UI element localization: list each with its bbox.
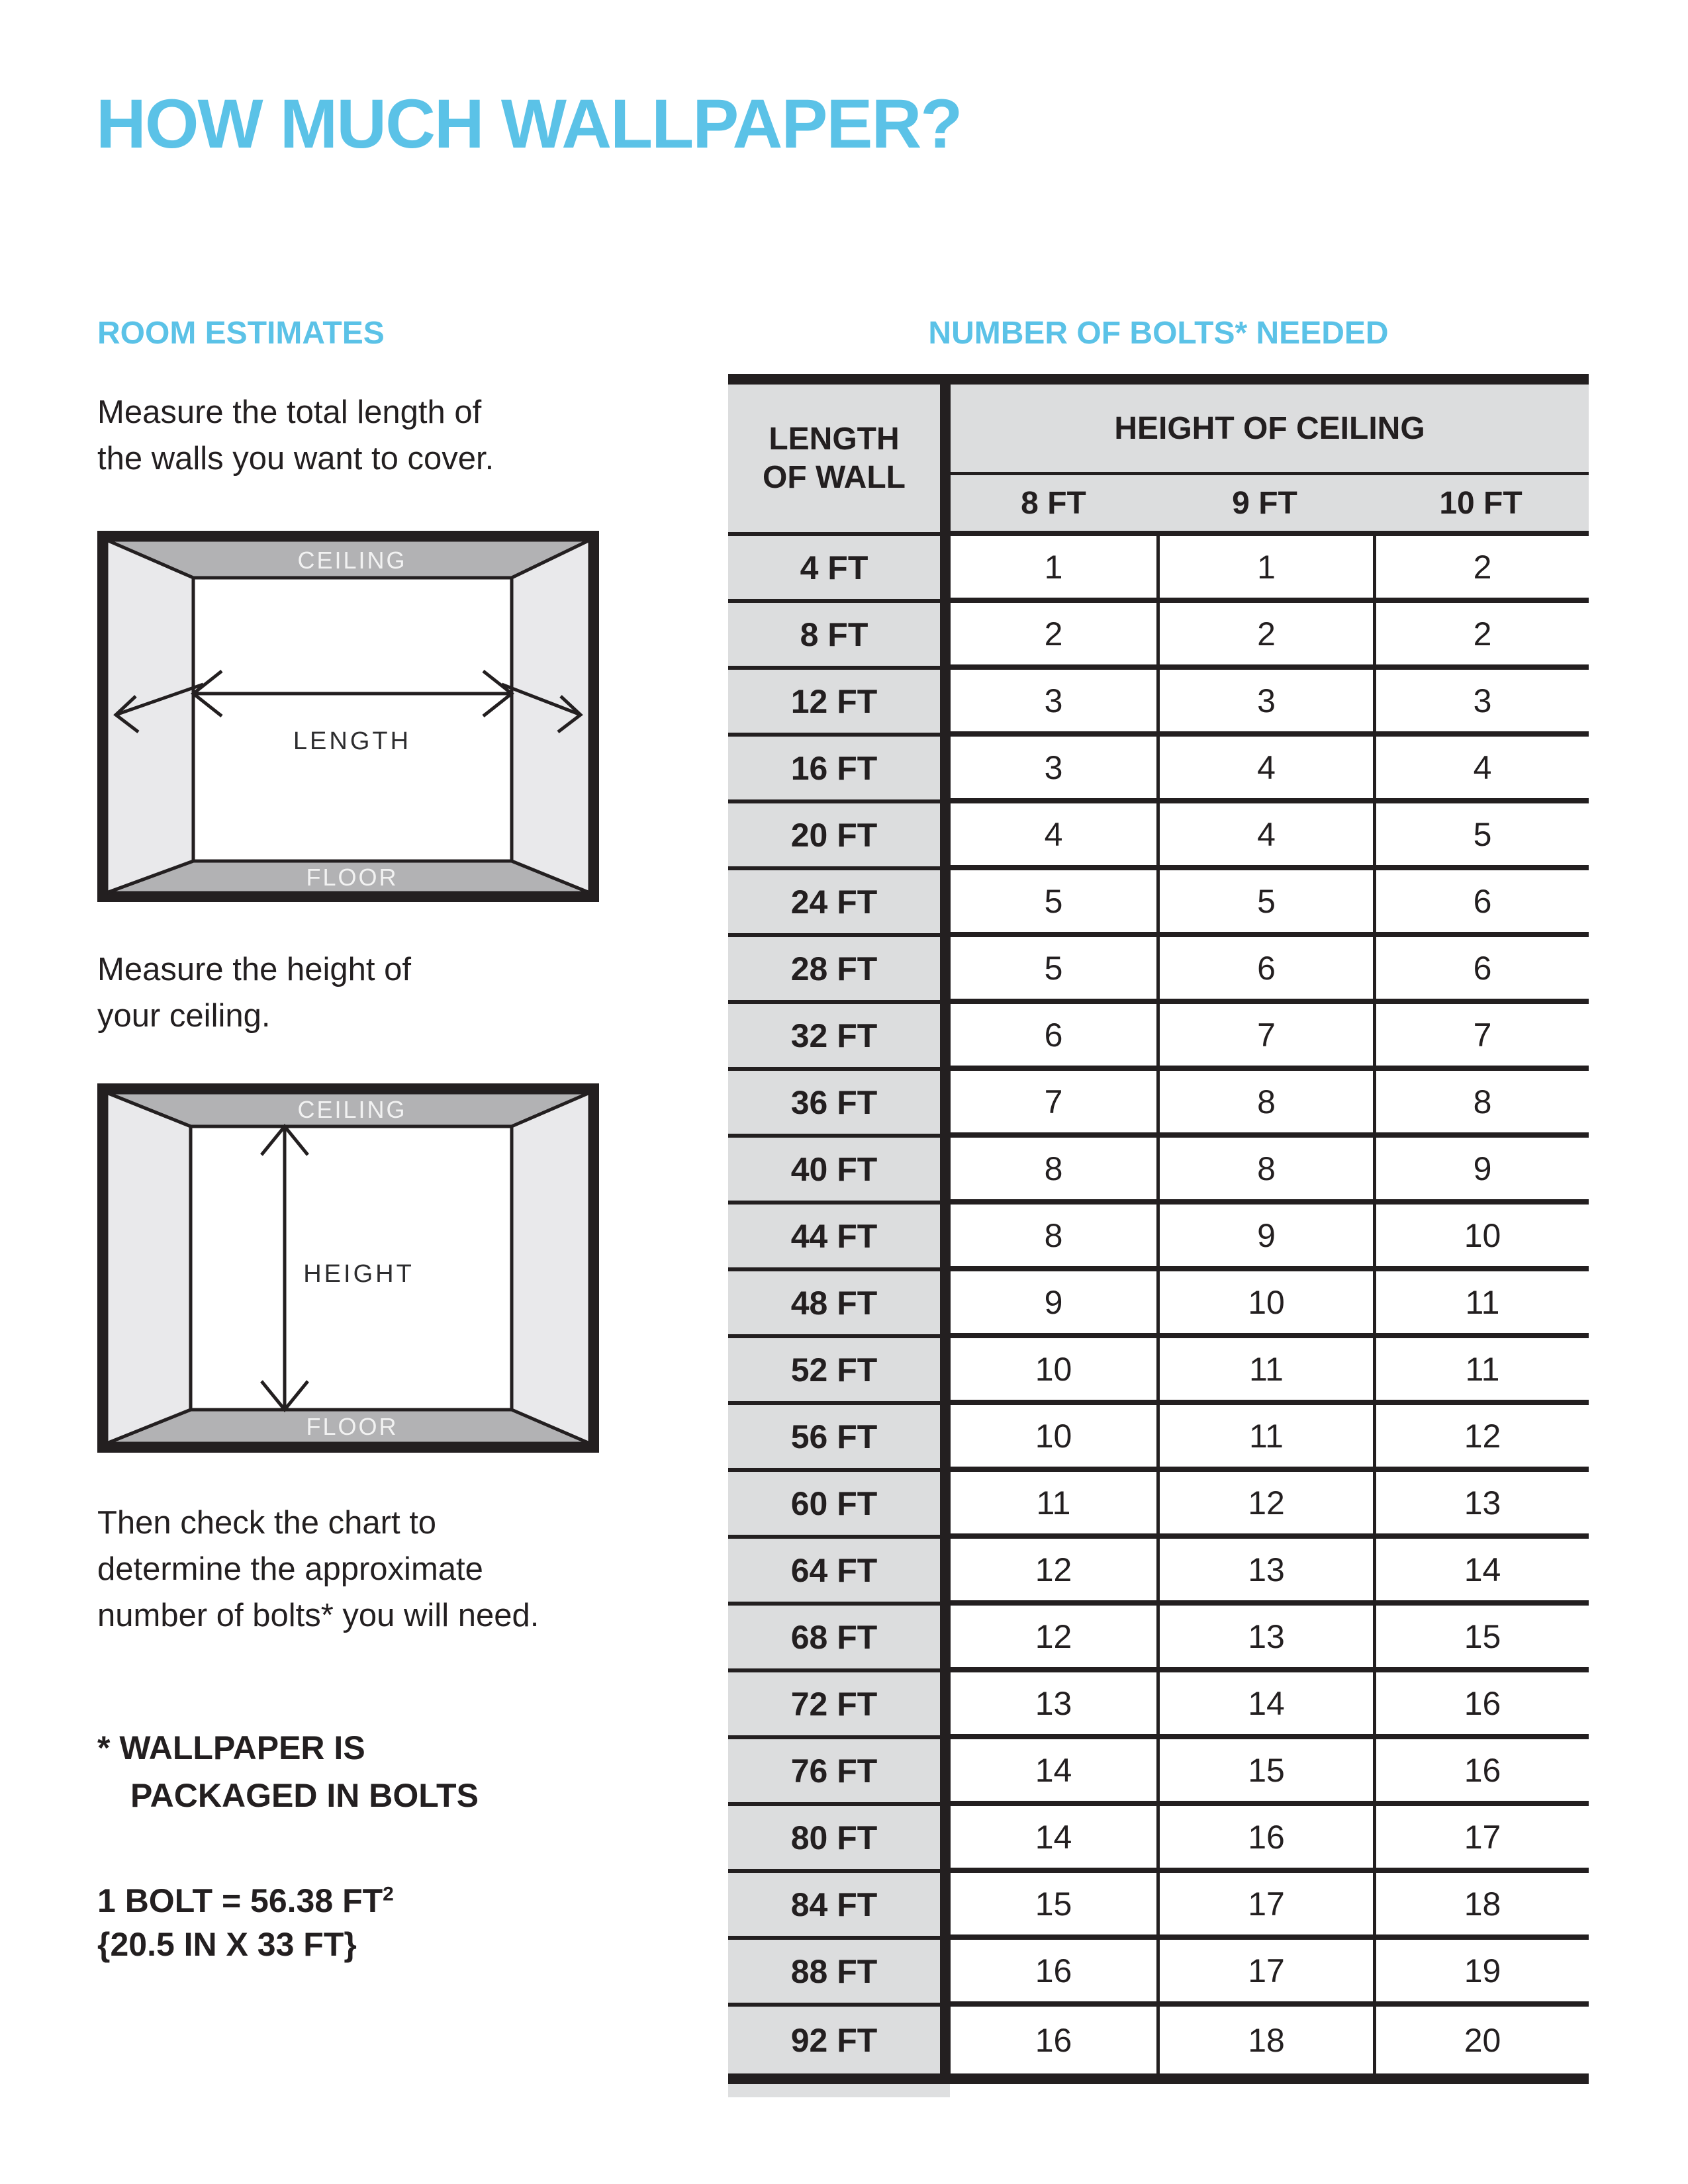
cell-value-8ft: 10	[940, 1338, 1156, 1405]
page-title: HOW MUCH WALLPAPER?	[96, 85, 962, 163]
cell-value-10ft: 12	[1373, 1405, 1589, 1472]
floor-label: FLOOR	[306, 1413, 399, 1440]
cell-value-8ft: 8	[940, 1138, 1156, 1205]
cell-value-10ft: 18	[1373, 1873, 1589, 1940]
cell-value-9ft: 11	[1156, 1338, 1373, 1405]
table-grid	[728, 385, 1589, 2073]
cell-value-9ft: 10	[1156, 1271, 1373, 1338]
ceiling-label: CEILING	[297, 547, 407, 574]
bolt-equation: 1 BOLT = 56.38 $FT^2$	[97, 1882, 394, 1919]
cell-value-9ft: 17	[1156, 1940, 1373, 2007]
cell-value-9ft: 8	[1156, 1138, 1373, 1205]
row-label: 32 FT	[728, 1004, 940, 1071]
cell-value-10ft: 6	[1373, 937, 1589, 1004]
cell-value-10ft: 14	[1373, 1539, 1589, 1606]
cell-value-8ft: 13	[940, 1672, 1156, 1739]
row-label: 36 FT	[728, 1071, 940, 1138]
row-label: 56 FT	[728, 1405, 940, 1472]
cell-value-9ft: 1	[1156, 536, 1373, 603]
room-height-diagram	[97, 1083, 599, 1453]
cell-value-9ft: 5	[1156, 870, 1373, 937]
cell-value-10ft: 6	[1373, 870, 1589, 937]
instruction-measure-length	[97, 389, 494, 482]
cell-value-8ft: 3	[940, 737, 1156, 803]
cell-value-10ft: 8	[1373, 1071, 1589, 1138]
cell-value-10ft: 16	[1373, 1672, 1589, 1739]
cell-value-8ft: 6	[940, 1004, 1156, 1071]
instruction-check-chart	[97, 1500, 539, 1639]
cell-value-9ft: 14	[1156, 1672, 1373, 1739]
cell-value-9ft: 13	[1156, 1606, 1373, 1672]
cell-value-8ft: 11	[940, 1472, 1156, 1539]
instruction-measure-height	[97, 946, 411, 1039]
cell-value-8ft: 10	[940, 1405, 1156, 1472]
instruction-line: number of bolts* you will need.	[97, 1598, 539, 1633]
cell-value-8ft: 12	[940, 1606, 1156, 1672]
cell-value-10ft: 11	[1373, 1271, 1589, 1338]
table-bottom-bar	[728, 2073, 1589, 2084]
cell-value-10ft: 13	[1373, 1472, 1589, 1539]
cell-value-10ft: 16	[1373, 1739, 1589, 1806]
cell-value-9ft: 12	[1156, 1472, 1373, 1539]
length-label: LENGTH	[293, 727, 412, 755]
row-label: 52 FT	[728, 1338, 940, 1405]
table-shadow-stub	[728, 2084, 950, 2097]
row-label: 4 FT	[728, 536, 940, 603]
row-label: 60 FT	[728, 1472, 940, 1539]
cell-value-8ft: 14	[940, 1806, 1156, 1873]
row-label: 76 FT	[728, 1739, 940, 1806]
row-label: 88 FT	[728, 1940, 940, 2007]
cell-value-10ft: 19	[1373, 1940, 1589, 2007]
cell-value-8ft: 4	[940, 803, 1156, 870]
row-label: 20 FT	[728, 803, 940, 870]
row-label: 8 FT	[728, 603, 940, 670]
row-label: 48 FT	[728, 1271, 940, 1338]
row-label: 92 FT	[728, 2007, 940, 2073]
cell-value-8ft: 5	[940, 937, 1156, 1004]
instruction-line: Measure the height of	[97, 952, 411, 987]
row-label: 12 FT	[728, 670, 940, 737]
row-label: 44 FT	[728, 1205, 940, 1271]
column-header-8ft: 8 FT	[940, 475, 1156, 536]
cell-value-9ft: 17	[1156, 1873, 1373, 1940]
instruction-line: determine the approximate	[97, 1551, 483, 1587]
cell-value-8ft: 3	[940, 670, 1156, 737]
cell-value-9ft: 9	[1156, 1205, 1373, 1271]
cell-value-10ft: 2	[1373, 536, 1589, 603]
cell-value-9ft: 16	[1156, 1806, 1373, 1873]
room-length-diagram	[97, 531, 599, 902]
cell-value-8ft: 15	[940, 1873, 1156, 1940]
table-top-bar	[728, 374, 1589, 385]
cell-value-10ft: 10	[1373, 1205, 1589, 1271]
row-label: 28 FT	[728, 937, 940, 1004]
cell-value-10ft: 20	[1373, 2007, 1589, 2073]
cell-value-9ft: 4	[1156, 737, 1373, 803]
cell-value-10ft: 5	[1373, 803, 1589, 870]
column-group-header-height-of-ceiling: HEIGHT OF CEILING	[940, 385, 1589, 475]
cell-value-9ft: 11	[1156, 1405, 1373, 1472]
cell-value-10ft: 15	[1373, 1606, 1589, 1672]
cell-value-10ft: 7	[1373, 1004, 1589, 1071]
back-wall-plane	[193, 578, 512, 861]
bolts-table	[728, 374, 1589, 2097]
cell-value-9ft: 7	[1156, 1004, 1373, 1071]
cell-value-9ft: 18	[1156, 2007, 1373, 2073]
cell-value-8ft: 16	[940, 1940, 1156, 2007]
room-estimates-heading: ROOM ESTIMATES	[97, 316, 385, 351]
bolt-dimensions: {20.5 IN X 33 FT}	[97, 1926, 357, 1963]
instruction-line: your ceiling.	[97, 998, 271, 1034]
cell-value-10ft: 9	[1373, 1138, 1589, 1205]
footnote-line: * WALLPAPER IS	[97, 1729, 365, 1766]
cell-value-10ft: 4	[1373, 737, 1589, 803]
bolt-spec	[97, 1879, 394, 1966]
cell-value-8ft: 5	[940, 870, 1156, 937]
column-header-length-of-wall: LENGTH OF WALL	[728, 385, 940, 536]
footnote-line: PACKAGED IN BOLTS	[130, 1777, 479, 1814]
cell-value-8ft: 1	[940, 536, 1156, 603]
cell-value-9ft: 2	[1156, 603, 1373, 670]
ceiling-label: CEILING	[297, 1096, 407, 1123]
row-label: 84 FT	[728, 1873, 940, 1940]
instruction-line: Then check the chart to	[97, 1505, 437, 1541]
instruction-line: Measure the total length of	[97, 394, 482, 430]
instruction-line: the walls you want to cover.	[97, 441, 494, 477]
column-header-9ft: 9 FT	[1156, 475, 1373, 536]
cell-value-9ft: 4	[1156, 803, 1373, 870]
cell-value-8ft: 16	[940, 2007, 1156, 2073]
row-label: 68 FT	[728, 1606, 940, 1672]
cell-value-9ft: 6	[1156, 937, 1373, 1004]
row-label: 80 FT	[728, 1806, 940, 1873]
cell-value-10ft: 11	[1373, 1338, 1589, 1405]
cell-value-8ft: 12	[940, 1539, 1156, 1606]
cell-value-9ft: 13	[1156, 1539, 1373, 1606]
cell-value-9ft: 3	[1156, 670, 1373, 737]
cell-value-10ft: 17	[1373, 1806, 1589, 1873]
cell-value-8ft: 14	[940, 1739, 1156, 1806]
cell-value-8ft: 7	[940, 1071, 1156, 1138]
row-label: 64 FT	[728, 1539, 940, 1606]
floor-label: FLOOR	[306, 864, 399, 891]
column-header-10ft: 10 FT	[1373, 475, 1589, 536]
row-label: 24 FT	[728, 870, 940, 937]
cell-value-10ft: 3	[1373, 670, 1589, 737]
bolt-footnote	[97, 1724, 479, 1819]
cell-value-8ft: 9	[940, 1271, 1156, 1338]
row-label: 72 FT	[728, 1672, 940, 1739]
right-wall-plane	[512, 1093, 590, 1443]
cell-value-10ft: 2	[1373, 603, 1589, 670]
left-wall-plane	[107, 1093, 191, 1443]
cell-value-9ft: 8	[1156, 1071, 1373, 1138]
cell-value-8ft: 8	[940, 1205, 1156, 1271]
cell-value-8ft: 2	[940, 603, 1156, 670]
bolts-needed-heading: NUMBER OF BOLTS* NEEDED	[928, 316, 1389, 351]
squared-superscript: 2	[383, 1883, 394, 1905]
row-label: 40 FT	[728, 1138, 940, 1205]
cell-value-9ft: 15	[1156, 1739, 1373, 1806]
height-label: HEIGHT	[303, 1260, 414, 1288]
row-label: 16 FT	[728, 737, 940, 803]
